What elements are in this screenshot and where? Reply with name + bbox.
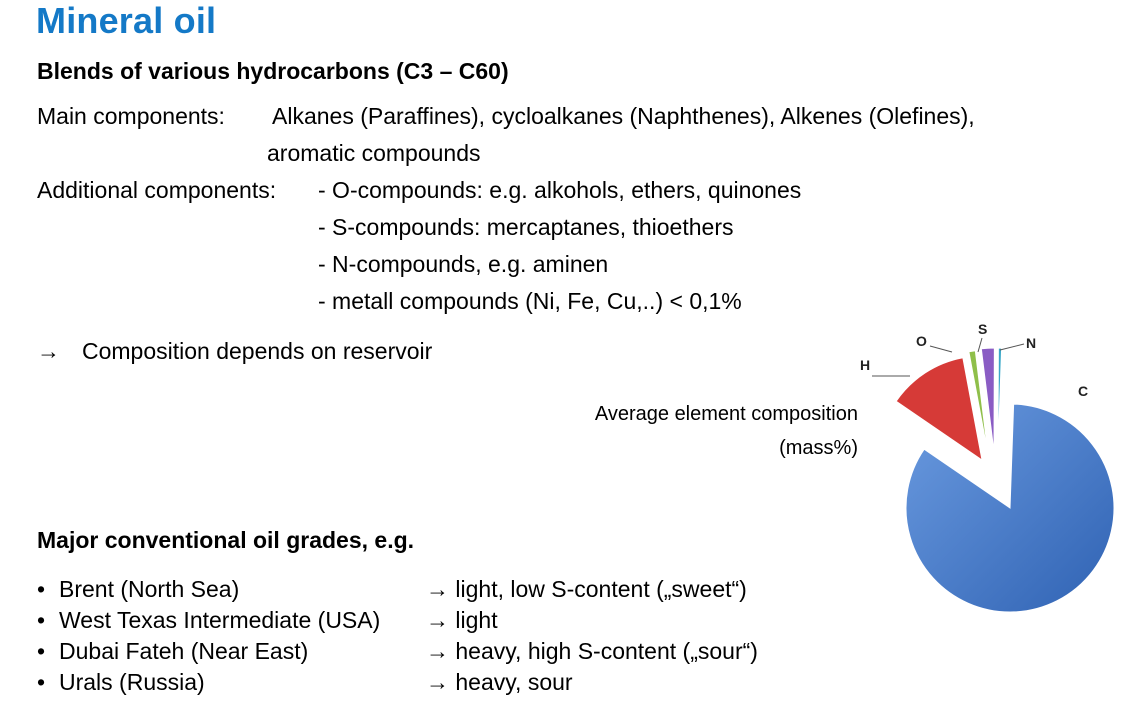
main-components-label: Main components: (37, 103, 225, 129)
conclusion-arrow-icon: → (37, 338, 60, 364)
grade-bullet-icon: • (37, 576, 46, 602)
pie-label-n: N (1026, 335, 1037, 351)
grade-description: → heavy, sour (426, 669, 573, 695)
grade-name: West Texas Intermediate (USA) (59, 607, 381, 633)
grade-bullet-icon: • (37, 638, 46, 664)
grade-bullet-icon: • (37, 669, 46, 695)
pie-slice-s (981, 348, 994, 452)
grade-description: → light (426, 607, 498, 633)
subtitle: Blends of various hydrocarbons (C3 – C60) (37, 58, 509, 84)
additional-item: - O-compounds: e.g. alkohols, ethers, quinones (318, 177, 802, 203)
grade-description: → light, low S-content („sweet“) (426, 576, 747, 602)
additional-item: - N-compounds, e.g. aminen (318, 251, 609, 277)
grade-name: Urals (Russia) (59, 669, 205, 695)
pie-caption-line1: Average element composition (594, 403, 858, 425)
page-title: Mineral oil (36, 0, 217, 41)
grade-bullet-icon: • (37, 607, 46, 633)
pie-label-c: C (1078, 383, 1089, 399)
pie-leader-line (1000, 344, 1024, 350)
additional-item: - S-compounds: mercaptanes, thioethers (318, 214, 734, 240)
main-components-line2: aromatic compounds (267, 140, 481, 166)
element-composition-pie-chart (850, 318, 1125, 618)
grades-heading: Major conventional oil grades, e.g. (37, 527, 415, 553)
pie-label-s: S (978, 321, 988, 337)
pie-slice-n (998, 348, 1002, 452)
pie-label-o: O (916, 333, 927, 349)
grade-description: → heavy, high S-content („sour“) (426, 638, 758, 664)
pie-slice-h (896, 358, 982, 460)
pie-label-h: H (860, 357, 871, 373)
grade-name: Dubai Fateh (Near East) (59, 638, 309, 664)
pie-slice-c (906, 404, 1114, 612)
pie-leader-line (930, 346, 952, 352)
grade-name: Brent (North Sea) (59, 576, 240, 602)
additional-components-label: Additional components: (37, 177, 277, 203)
additional-item: - metall compounds (Ni, Fe, Cu,..) < 0,1% (318, 288, 742, 314)
main-components-line1: Alkanes (Paraffines), cycloalkanes (Naphthenes), Alkenes (Olefines), (272, 103, 975, 129)
pie-caption-line2: (mass%) (779, 437, 858, 459)
conclusion-text: Composition depends on reservoir (82, 338, 433, 364)
